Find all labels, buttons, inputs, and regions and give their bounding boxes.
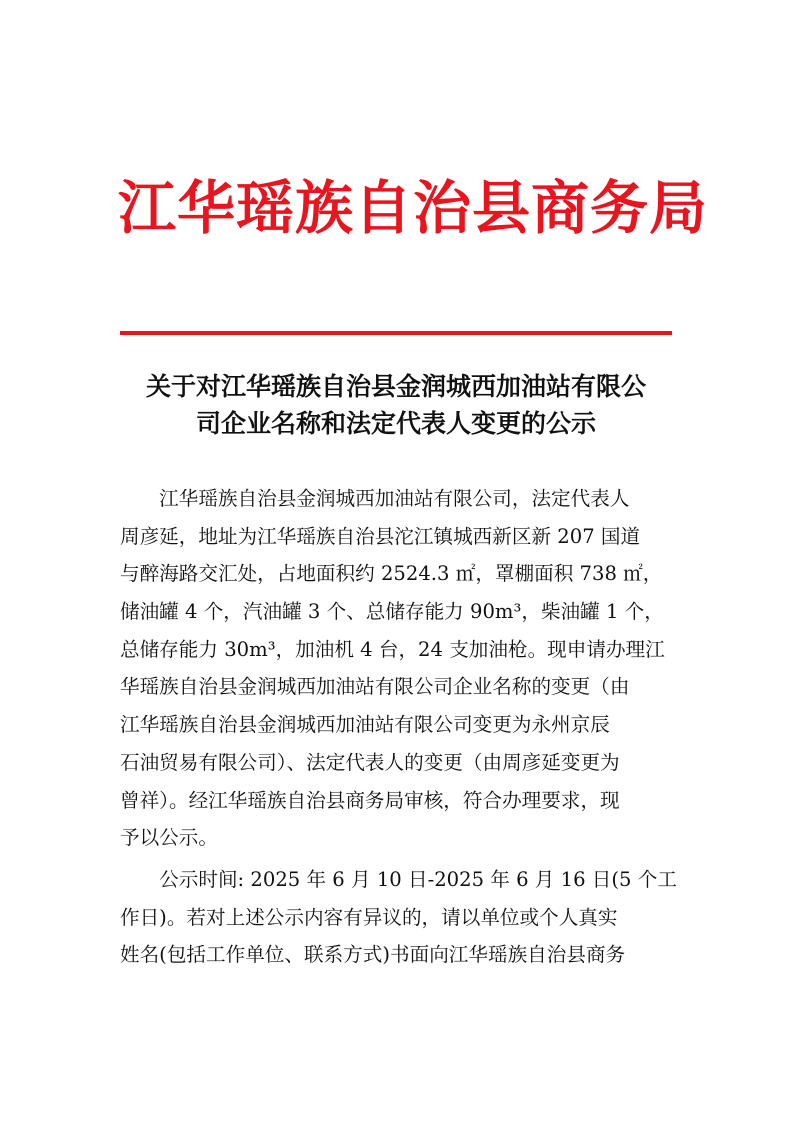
body-line: 江华瑶族自治县金润城西加油站有限公司变更为永州京辰 <box>120 713 610 737</box>
notice-title-line: 关于对江华瑶族自治县金润城西加油站有限公 <box>145 372 646 401</box>
body-line: 与醉海路交汇处，占地面积约 2524.3 ㎡，罩棚面积 738 ㎡， <box>120 562 663 586</box>
paragraph-notice-period <box>120 861 676 974</box>
organization-header: 江华瑶族自治县商务局 <box>118 174 709 242</box>
red-divider-line <box>120 331 672 335</box>
body-line: 予以公示。 <box>120 826 218 850</box>
body-line: 公示时间: 2025 年 6 月 10 日-2025 年 6 月 16 日(5 个工 <box>120 867 677 891</box>
body-line: 曾祥）。经江华瑶族自治县商务局审核，符合办理要求，现 <box>120 788 620 812</box>
notice-title-line: 司企业名称和法定代表人变更的公示 <box>195 409 596 438</box>
body-line: 总储存能力 30m³，加油机 4 台，24 支加油枪。现申请办理江 <box>120 637 665 661</box>
body-line: 石油贸易有限公司）、法定代表人的变更（由周彦延变更为 <box>120 750 620 774</box>
notice-title <box>118 368 674 442</box>
body-line: 姓名(包括工作单位、联系方式)书面向江华瑶族自治县商务 <box>120 943 626 967</box>
body-line: 周彦延，地址为江华瑶族自治县沱江镇城西新区新 207 国道 <box>120 524 641 548</box>
notice-body <box>120 480 676 974</box>
body-line: 华瑶族自治县金润城西加油站有限公司企业名称的变更（由 <box>120 675 630 699</box>
paragraph-company-info <box>120 480 676 857</box>
body-line: 储油罐 4 个，汽油罐 3 个、总储存能力 90m³，柴油罐 1 个， <box>120 600 664 624</box>
body-line: 江华瑶族自治县金润城西加油站有限公司，法定代表人 <box>120 487 630 510</box>
body-line: 作日)。若对上述公示内容有异议的，请以单位或个人真实 <box>120 905 618 929</box>
